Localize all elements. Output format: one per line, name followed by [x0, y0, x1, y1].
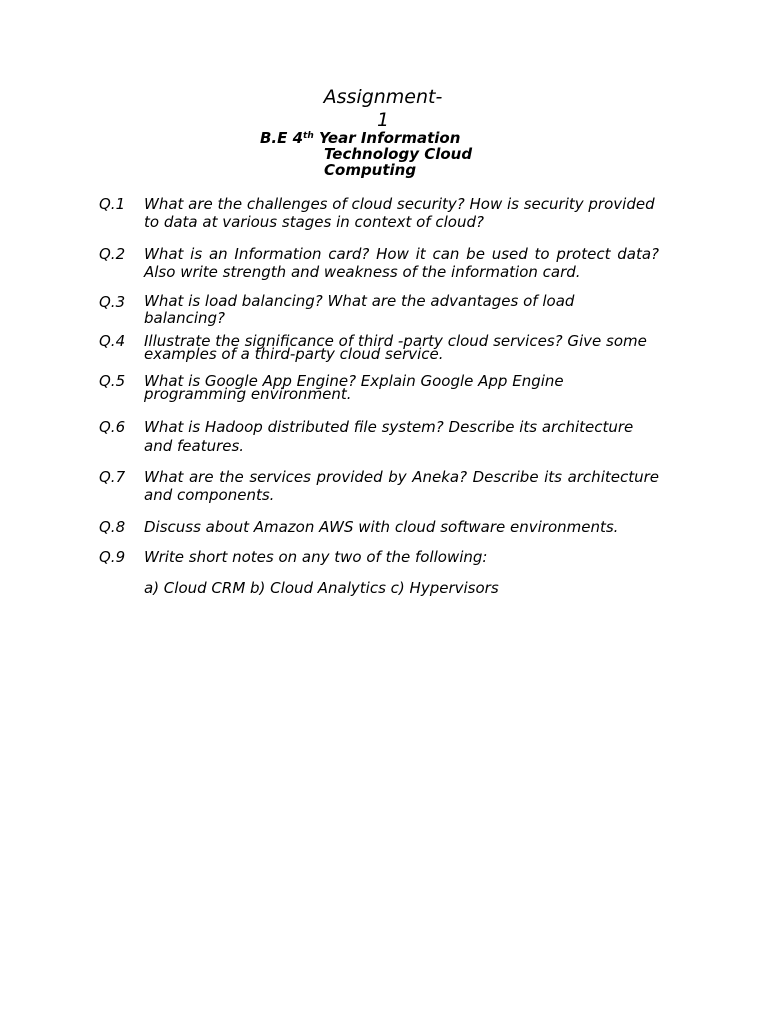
subtitle-superscript: th — [303, 131, 314, 141]
question-number: Q.8 — [99, 518, 126, 536]
question-9-options: a) Cloud CRM b) Cloud Analytics c) Hypervisors — [144, 579, 499, 597]
question-9 — [99, 548, 659, 566]
question-7 — [99, 468, 659, 504]
question-4 — [99, 332, 659, 363]
subtitle-line-3: Computing — [324, 161, 417, 179]
question-text: Illustrate the significance of third -party cloud services? Give some examples of a third-party cloud service. — [144, 332, 647, 363]
question-1 — [99, 195, 659, 231]
question-3 — [99, 293, 659, 327]
question-5 — [99, 372, 659, 403]
question-number: Q.2 — [99, 245, 126, 263]
question-text: What is an Information card? How it can be used to protect data? Also write strength and weakness of the information card. — [144, 245, 659, 281]
question-number: Q.9 — [99, 548, 126, 566]
question-text: What are the services provided by Aneka? Describe its architecture and components. — [144, 468, 659, 504]
assignment-title — [300, 86, 466, 132]
question-number: Q.7 — [99, 468, 126, 486]
question-text: What are the challenges of cloud security? How is security provided to data at various stages in context of cloud? — [144, 195, 655, 231]
question-number: Q.4 — [99, 332, 126, 350]
question-text: What is Google App Engine? Explain Google App Engine programming environment. — [144, 372, 564, 403]
course-subtitle — [260, 130, 520, 178]
title-line-1: Assignment- — [323, 86, 443, 108]
title-line-2: 1 — [376, 109, 390, 131]
question-text: Write short notes on any two of the following: — [144, 548, 488, 566]
question-number: Q.3 — [99, 293, 126, 311]
subtitle-line-2: Technology Cloud — [324, 145, 473, 163]
question-text: What is load balancing? What are the advantages of load balancing? — [144, 292, 575, 327]
question-6 — [99, 418, 659, 456]
subtitle-prefix: B.E 4 — [260, 129, 304, 147]
question-8 — [99, 518, 659, 536]
question-text: Discuss about Amazon AWS with cloud software environments. — [144, 518, 619, 536]
question-number: Q.1 — [99, 195, 126, 213]
question-2 — [99, 245, 659, 281]
question-number: Q.6 — [99, 418, 126, 436]
subtitle-line-1-rest: Year Information — [313, 129, 461, 147]
question-number: Q.5 — [99, 372, 126, 390]
question-text: What is Hadoop distributed file system? Describe its architecture and features. — [144, 418, 634, 455]
